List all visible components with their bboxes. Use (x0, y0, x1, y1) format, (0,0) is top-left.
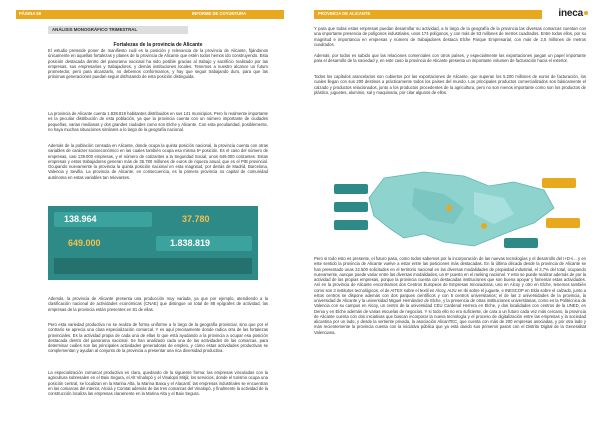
brand-name: ineca (558, 8, 583, 19)
page-header (16, 10, 284, 19)
paragraph-3: Además de la población censada en Alicante, donde ocupa la quinta posición nacional, la provincia cuenta con otras variables de carácter socioeconómico en las cuales también ocupa esa misma 5ª posición. Es el caso del número de empresas, casi 139.000 empresas, y el número de cotizantes a la Seguridad Social, unos 649.000 cotizantes. Estas empresas y estos trabajadores generan más de 35.780 millones de euros de riqueza anual, que es el PIB provincial. Ocupando nuevamente la provincia la quinta posición nacional en esta magnitud, por detrás de Madrid, Barcelona, Valencia y Sevilla. La provincia de Alicante, en consecuencia, es la primera provincia no capital de comunidad autónoma en estas variables tan relevantes. (48, 143, 268, 180)
stat-population: 1.838.819 (170, 238, 211, 248)
stat-box-2 (156, 212, 252, 227)
paragraph-r2: Además, por todos es sabido que las relaciones comerciales con otros países, y especialmente las exportaciones juegan un papel importante para el desarrollo de la sociedad y, en este caso la provincia de Alicante presenta un importante volumen de facturación hacia el exterior. (314, 53, 586, 64)
map-marker-icon (446, 205, 452, 211)
page-header-right (314, 10, 542, 19)
map-callout (334, 184, 368, 194)
report-title: INFORME DE COYUNTURA (192, 11, 247, 16)
paragraph-r1: Y para que todas estas empresas puedan desarrollar su actividad, a lo largo de la geografía de la provincia las diversas comarcas cuentan con una importante presencia de polígonos industriales, unos 174 polígonos, y con más de 53 millones de metros cuadrados. Entre todos ellos, por su magnitud e importancia en empresas y número de trabajadores destaca Elche Parque Empresarial, con más de 2,5 millones de metros cuadrados. (314, 26, 586, 47)
article-title: Fortalezas de la provincia de Alicante (113, 42, 203, 48)
map-illustration (314, 168, 586, 252)
map-callout (546, 218, 580, 228)
paragraph-4: Además, la provincia de Alicante presenta una producción muy variada, ya que por ejemplo, atendiendo a la clasificación nacional de actividades económicas (CNAE) que distingue un total de 88 epígrafes de actividad, las empresas de la provincia están presentes en 81 de ellas. (48, 296, 268, 312)
infographic-footer (54, 258, 252, 274)
map-callout (504, 238, 538, 248)
section-label (48, 26, 188, 34)
brand-logo (558, 8, 588, 19)
province-map (314, 168, 586, 252)
map-marker-icon (481, 223, 487, 229)
stat-workers: 649.000 (68, 238, 101, 248)
paragraph-2: La provincia de Alicante cuenta 1.838.819 habitantes distribuidos en sus 141 municipios. Pero lo realmente importante es la peculiar distribución de esta población, ya que la provincia cuenta con un número importante de ciudades pequeñas, varias medianas y dos grandes ciudades como son Elche y Alicante. Con esta peculiaridad, posiblemente, no haya muchas situaciones similares a lo largo de la geografía nacional. (48, 111, 268, 132)
map-callout (542, 178, 576, 188)
paragraph-6: La especialización comarcal productiva es clara, quedando de la siguiente forma: las empresas vinculadas con la agricultura sobresalen en el Baix Segura, el Alt Vinalopó y el Vinalopó Mitjà; los servicios, donde el turismo ocupa una posición central, se localizan en la Marina Alta, la Marina Baixa y el Alacantí; las empresas industriales se encuentran en las comarcas del interior, Alcoià y Comtat además de las tres comarcas del Vinalopó, y finalmente la actividad de la construcción localiza las empresas claramente en la Marina Alta y el Baix Segura. (48, 370, 268, 396)
header-title: PROVINCIA DE ALICANTE (318, 11, 371, 16)
stat-box-3 (54, 236, 152, 251)
stat-companies: 138.964 (64, 214, 97, 224)
map-callout (334, 202, 368, 212)
paragraph-5: Pero esta variedad productiva no se realiza de forma uniforme a lo largo de la geografía provincial, sino que por el contrario se aprecia una clara especialización comarcal. Y es aquí precisamente donde radica otra de las fortalezas provinciales. Es la actividad propia de cada una de ellas lo que está ayudando a la provincia a ocupar esa posición destacada dentro del panorama nacional. Se han analizado cada una de las actividades de las comarcas, para determinar cuáles son las principales actividades generadoras de empleo, y cómo estas actividades productivas se complementan y ayudan al conjunto de la provincia a presentar una rica diversidad productiva. (48, 322, 268, 354)
right-page (300, 0, 600, 424)
stat-gdp: 37.780 (182, 214, 210, 224)
stats-infographic (48, 206, 258, 280)
paragraph-r4: Pero si todo esto es presente, el futuro pasa, como todos sabemos por la incorporación de las nuevas tecnologías y el desarrollo del I+D+i... y en este sentido la provincia de Alicante vuelve a estar entre las posiciones más destacadas. En la última década desde la provincia de Alicante se han presentado unas 22.500 solicitudes en el territorio nacional en las diversas modalidades de propiedad industrial, el 3,7% del total, ocupando nuevamente, aunque puede variar entre las diversas modalidades, un 6º puesto en el ranking nacional. Y esto se puede realizar además de por la actividad de las propias empresas, porque la provincia cuenta con destacadas instituciones que son buena apoyar y fomentar estas actividades. Así en la provincia de Alicante encontramos dos Centros Europeos de Empresas Innovadoras, uno en Alcoy y otro en Elche, tenemos también como son 3 institutos tecnológicos, el de AITEX sobre el textil en Alcoy, AIJU en Ibi sobre el juguete, e INESCOP en Elda sobre el calzado, junto a estos centros se dispone además con dos parques científicos y con 5 centros universitarios; el de las 2 universidades de la provincia, la universidad de Alicante y la universidad Miguel Hernández de Elche, y la presencia de otras instituciones universitarias, como es la Politécnica de Valencia con su campus en Alcoy, un centro de la universidad CEU Cardenal Herrera en Elche, y dos localidades con centros de la UNED, en Denia y en Elche además de varias escuelas de negocios. Y si todo ello no era suficiente, de cara a un futuro cada vez más cercano, la provincia de Alicante cuenta con dos iniciativas que buscan incorporar la nueva tecnología y el proceso de digitalización entre las empresas y la sociedad alicantina por un lado, y desde la vertiente privada, la asociación AlicanTEC, que cuenta con más de 200 empresas asociadas, y por otra lado y más recientemente la provincia cuenta con la iniciativa pública que ya está dando sus primeros pasos con el Distrito Digital de la Generalitat Valenciana. (314, 256, 586, 335)
map-callout (334, 220, 368, 230)
paragraph-1: El estudio pretende poner de manifiesto cuál es la posición y relevancia de la provincia de Alicante, fijándonos únicamente en aquellas fortalezas y planes de la provincia de Alicante que estén todos hemos ido construyendo. Esta posición destacada dentro del panorama nacional ha sido posible gracias al trabajo y sacrificio realizado por las empresas, sus empresarios y trabajadores, y demás instituciones locales. Tenemos a nuestro alcance un futuro prometedor, pero para alcanzarlo, no debemos conformarnos, y hay que seguir trabajando duro, para que las próximas generaciones puedan seguir disfrutando de esta posición distinguida. (48, 48, 268, 80)
paragraph-r3: Todos los capítulos arancelarios son cubiertos por las exportaciones de Alicante, que superan los 5.200 millones de euros de facturación, los cuales llegan con sus 200 destinos a prácticamente todos los países del mundo. Los principales productos comercializados son básicamente el calzado y productos relacionados, junto a los productos procedentes de la agricultura, pero no son menos importante como son los productos de plástico, juguetes, aluminio, sal y maquinaria, por citar algunos de ellos. (314, 74, 586, 95)
section-label-text: ANÁLISIS MONOGRÁFICO TRIMESTRAL (52, 27, 138, 32)
stat-box-4 (156, 236, 252, 251)
page-number: PÁGINA 58 (19, 11, 41, 16)
logo-dot-icon (584, 11, 588, 15)
stat-box-1 (54, 212, 152, 227)
